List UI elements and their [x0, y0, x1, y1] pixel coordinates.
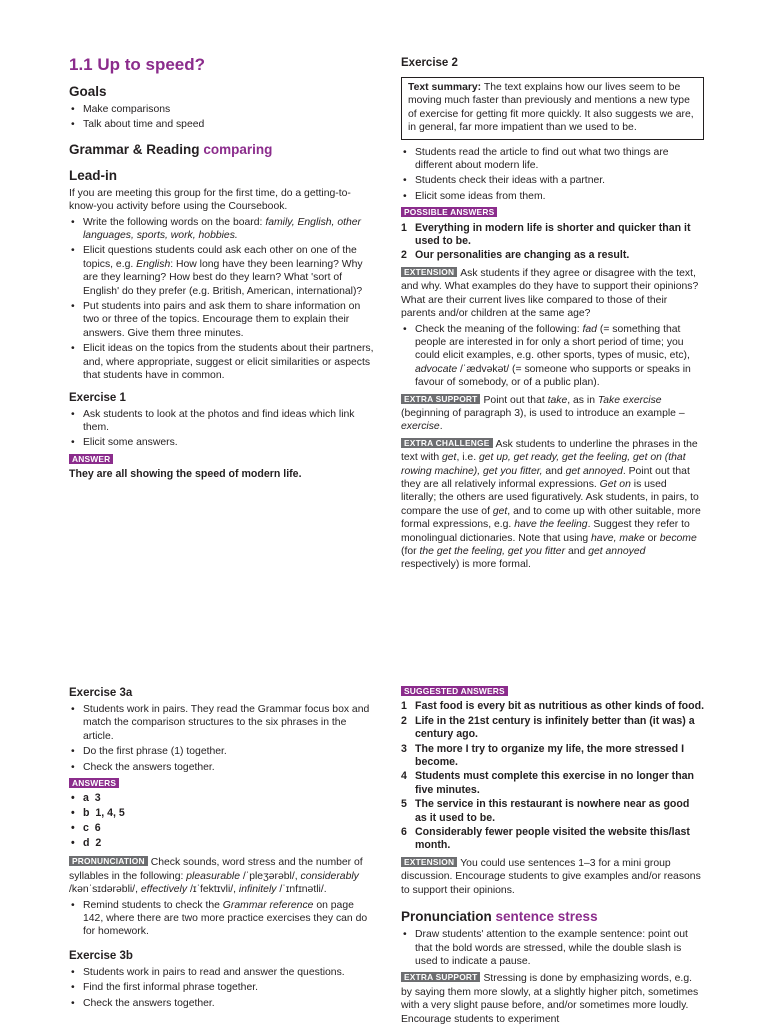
t: get annoyed	[565, 465, 623, 477]
letter: c	[83, 822, 89, 835]
t: Remind students to check the	[83, 899, 223, 911]
t: the get the feeling, get you fitter	[419, 546, 566, 557]
answers-tag-row	[69, 778, 374, 791]
t: have the feeling	[514, 519, 588, 531]
text-span: : How long have they been learning? Why are they learning? How best do they learn? What 'sort of English' do they prefer (e.g. British, American, international)?	[83, 258, 363, 297]
ipa: /kənˈsɪdərəbli/,	[69, 884, 141, 896]
t: Check sounds, word stress and the number of syllables in the following:	[69, 857, 363, 882]
value: 1, 4, 5	[95, 807, 125, 820]
exercise-3b-heading: Exercise 3b	[69, 949, 133, 962]
t: or	[644, 532, 660, 544]
t: take	[547, 394, 568, 406]
answer-text: Fast food is every bit as nutritious as other kinds of food.	[415, 700, 704, 713]
t: (beginning of paragraph 3), is used to introduce an example –	[401, 407, 685, 419]
exercise-3b-list	[69, 966, 374, 1010]
t: Take exercise	[597, 394, 662, 406]
exercise-1-list	[69, 408, 374, 450]
unit-title: 1.1 Up to speed?	[69, 55, 206, 74]
answer-row	[69, 792, 374, 805]
pronunciation-paragraph	[69, 856, 374, 896]
leadin-bullet-3: • Put students into pairs and ask them to share information on two or three of the topics. Encourage them to explain their answers. Give them three minutes.	[69, 300, 374, 340]
ex2-bullet-3: • Elicit some ideas from them.	[401, 190, 704, 203]
ex1-bullet-2: • Elicit some answers.	[69, 436, 374, 449]
answer-text: The service in this restaurant is nowhere near as good as it used to be.	[415, 798, 690, 824]
ital-span: family, English, other languages, sports, work, hobbies.	[83, 216, 361, 242]
num: 1	[401, 221, 407, 234]
letter: b	[83, 807, 90, 820]
suggested-answer-5	[401, 798, 704, 825]
t: is used literally; the others are used figuratively. Ask students, in pairs, to compare the use of	[401, 478, 699, 517]
leadin-intro: If you are meeting this group for the first time, do a getting-to-know-you activity before using the Coursebook.	[69, 187, 351, 213]
t: Point out that	[483, 394, 548, 406]
answer-row	[69, 822, 374, 835]
suggested-answers-list	[401, 700, 704, 852]
t: fad	[582, 323, 597, 335]
possible-answer-1	[401, 222, 704, 249]
possible-answers-tag: POSSIBLE ANSWERS	[401, 207, 497, 217]
extension-tag-2: EXTENSION	[401, 857, 457, 867]
answer-text: Considerably fewer people visited the website this/last month.	[415, 826, 690, 852]
right-bottom-column	[401, 686, 704, 1024]
text-span: Elicit questions students could ask each other on one of the topics, e.g.	[83, 245, 357, 270]
num: 4	[401, 770, 407, 783]
extra-support-tag-2: EXTRA SUPPORT	[401, 972, 480, 982]
leadin-heading: Lead-in	[69, 167, 118, 183]
text-span: Write the following words on the board:	[83, 216, 266, 228]
possible-answer-2	[401, 249, 704, 262]
ex1-bullet-1: • Ask students to look at the photos and find ideas which link them.	[69, 408, 374, 435]
meaning-list	[401, 323, 704, 390]
answer-text: Life in the 21st century is infinitely better than (it was) a century ago.	[415, 714, 695, 741]
remind-list	[69, 899, 374, 939]
ex1-answer: They are all showing the speed of modern life.	[69, 468, 302, 481]
t: effectively	[140, 884, 188, 896]
suggested-answers-tag-row	[401, 686, 704, 699]
exercise-2-heading: Exercise 2	[401, 57, 458, 69]
t: advocate	[415, 363, 458, 375]
t: get	[442, 452, 457, 464]
extra-support-paragraph-2	[401, 972, 704, 1024]
answer-tag: ANSWER	[69, 454, 113, 464]
t: considerably	[300, 870, 359, 882]
t: pleasurable	[186, 870, 240, 882]
grammar-reading-heading	[69, 142, 374, 158]
extension-tag: EXTENSION	[401, 267, 457, 277]
answer-tag-row	[69, 454, 374, 467]
summary-label: Text summary:	[408, 82, 482, 93]
extension-text: Ask students if they agree or disagree with the text, and why. What examples do they have to support their opinions? What are their current lives like compared to those of their parents and/or children at the same age?	[401, 267, 699, 320]
pronunciation-heading	[401, 909, 704, 925]
t: get annoyed	[588, 546, 646, 557]
t: , i.e.	[456, 452, 479, 464]
letter: d	[83, 837, 90, 850]
text-summary-box	[401, 77, 704, 140]
value: 6	[94, 822, 101, 835]
answer-text: The more I try to organize my life, the more stressed I become.	[415, 742, 685, 769]
t: get up, get ready, get the feeling, get on (that rowing machine), get you fitter,	[401, 452, 686, 477]
ipa: /ˈɪnfɪnətli/.	[276, 884, 327, 896]
suggested-answer-3	[401, 743, 704, 770]
t: , and to come up with other suitable, more formal expressions, e.g.	[401, 505, 701, 531]
suggested-answer-1	[401, 700, 704, 713]
extension-paragraph	[401, 267, 704, 321]
ex3a-bullet-2: • Do the first phrase (1) together.	[69, 745, 374, 758]
summary-text: The text explains how our lives seem to be moving much faster than previously and mentions a new type of exercise for getting fit more quickly. It also suggests we are, in general, far more impatient than we used to be.	[408, 82, 694, 134]
extra-challenge-paragraph	[401, 438, 704, 572]
t: , as in	[567, 394, 598, 406]
exercise-3a-heading: Exercise 3a	[69, 687, 133, 699]
ex3b-bullet-3: • Check the answers together.	[69, 997, 374, 1010]
t: have, make	[591, 532, 645, 544]
extra-challenge-tag: EXTRA CHALLENGE	[401, 438, 493, 448]
t: . Suggest they refer to monolingual dictionaries. Note that using	[401, 519, 690, 544]
value: 3	[94, 792, 101, 805]
t: and	[565, 546, 589, 557]
right-top-column	[401, 56, 704, 574]
t: and	[542, 465, 566, 477]
answers-tag: ANSWERS	[69, 778, 119, 788]
ex3b-bullet-1: • Students work in pairs to read and answer the questions.	[69, 966, 374, 979]
t: Get on	[599, 478, 631, 490]
ital-span: English	[136, 258, 171, 270]
goal-item: • Talk about time and speed	[69, 118, 374, 131]
pronunciation-list	[401, 928, 704, 968]
goal-item: • Make comparisons	[69, 103, 374, 116]
exercise-2-list	[401, 146, 704, 204]
possible-answers-list	[401, 222, 704, 263]
num: 6	[401, 826, 407, 839]
extra-support-text-2: Stressing is done by emphasizing words, e.g. by saying them more slowly, at a slightly higher pitch, sometimes with a very slight pause before, and/or sometimes more loudly. Encourage students to experiment	[401, 973, 699, 1024]
ex2-bullet-1: • Students read the article to find out what two things are different about modern life.	[401, 146, 704, 173]
possible-answers-tag-row	[401, 207, 704, 220]
leadin-bullet-1	[69, 216, 374, 243]
suggested-answer-2	[401, 715, 704, 742]
t: Grammar reference	[222, 899, 314, 911]
leadin-bullet-4: • Elicit ideas on the topics from the students about their partners, and, where appropriate, suggest or elicit similarities or aspects that students have in common.	[69, 342, 374, 382]
answer-text: Our personalities are changing as a result.	[415, 249, 630, 262]
remind-bullet	[69, 899, 374, 939]
t: . Point out that they are all relatively informal expressions.	[401, 465, 690, 490]
num: 3	[401, 742, 407, 755]
t: Check the meaning of the following:	[415, 323, 583, 335]
num: 5	[401, 798, 407, 811]
answer-row	[69, 807, 374, 820]
goals-heading: Goals	[69, 84, 107, 99]
ex2-bullet-2: • Students check their ideas with a partner.	[401, 174, 704, 187]
goals-list	[69, 103, 374, 132]
extra-support-tag: EXTRA SUPPORT	[401, 394, 480, 404]
extension-paragraph-2	[401, 857, 704, 897]
letter: a	[83, 792, 89, 805]
t: (for	[401, 546, 420, 557]
extra-support-paragraph	[401, 394, 704, 434]
t: Ask students to underline the phrases in the text with	[401, 438, 698, 464]
meaning-bullet	[401, 323, 704, 390]
suggested-answers-tag: SUGGESTED ANSWERS	[401, 686, 508, 696]
ipa: /ˈpleʒərəbl/,	[239, 870, 301, 882]
exercise-1-heading: Exercise 1	[69, 391, 126, 404]
leadin-bullet-2	[69, 244, 374, 298]
num: 2	[401, 714, 407, 727]
suggested-answer-4	[401, 770, 704, 797]
t: infinitely	[238, 884, 277, 896]
t: (= someone who supports or speaks in favour of somebody, or of a public plan).	[415, 363, 691, 389]
ex3a-bullet-1: • Students work in pairs. They read the Grammar focus box and match the comparison structures to the six phrases in the article.	[69, 703, 374, 743]
left-top-column	[69, 55, 374, 484]
ipa: /ˈædvəkət/	[457, 363, 513, 375]
t: .	[439, 421, 443, 433]
pron-heading-accent: sentence stress	[495, 909, 598, 925]
suggested-answer-6	[401, 826, 704, 853]
value: 2	[95, 837, 102, 850]
answers-list	[69, 792, 374, 850]
pron-heading-text: Pronunciation	[401, 909, 492, 925]
extension-text-2: You could use sentences 1–3 for a mini group discussion. Encourage students to give examples and/or reasons to support their opinions.	[401, 857, 701, 896]
exercise-3a-list	[69, 703, 374, 774]
answer-text: Students must complete this exercise in no longer than five minutes.	[415, 770, 695, 796]
t: exercise	[401, 421, 440, 433]
t: become	[659, 532, 697, 544]
t: on page 142, where there are two more practice exercises they can do for homework.	[83, 899, 368, 938]
t: get	[492, 505, 508, 517]
ex3b-bullet-2: • Find the first informal phrase together.	[69, 981, 374, 994]
answer-row	[69, 837, 374, 850]
num: 1	[401, 700, 407, 713]
left-bottom-column	[69, 686, 374, 1014]
t: (= something that people are interested in for only a short period of time; you could elicit examples, e.g. other sports, types of music, etc),	[415, 323, 690, 362]
t: respectively) is more formal.	[401, 559, 531, 571]
answer-text: Everything in modern life is shorter and quicker than it used to be.	[415, 221, 691, 248]
gr-heading-accent: comparing	[203, 141, 273, 157]
ipa: /ɪˈfektɪvli/,	[187, 884, 239, 896]
num: 2	[401, 249, 407, 262]
pronunciation-tag: PRONUNCIATION	[69, 856, 148, 866]
leadin-list	[69, 216, 374, 383]
ex3a-bullet-3: • Check the answers together.	[69, 761, 374, 774]
gr-heading-text: Grammar & Reading	[69, 141, 200, 157]
pron-bullet-1: • Draw students' attention to the example sentence: point out that the bold words are stressed, while the double slash is used to indicate a pause.	[401, 928, 704, 968]
